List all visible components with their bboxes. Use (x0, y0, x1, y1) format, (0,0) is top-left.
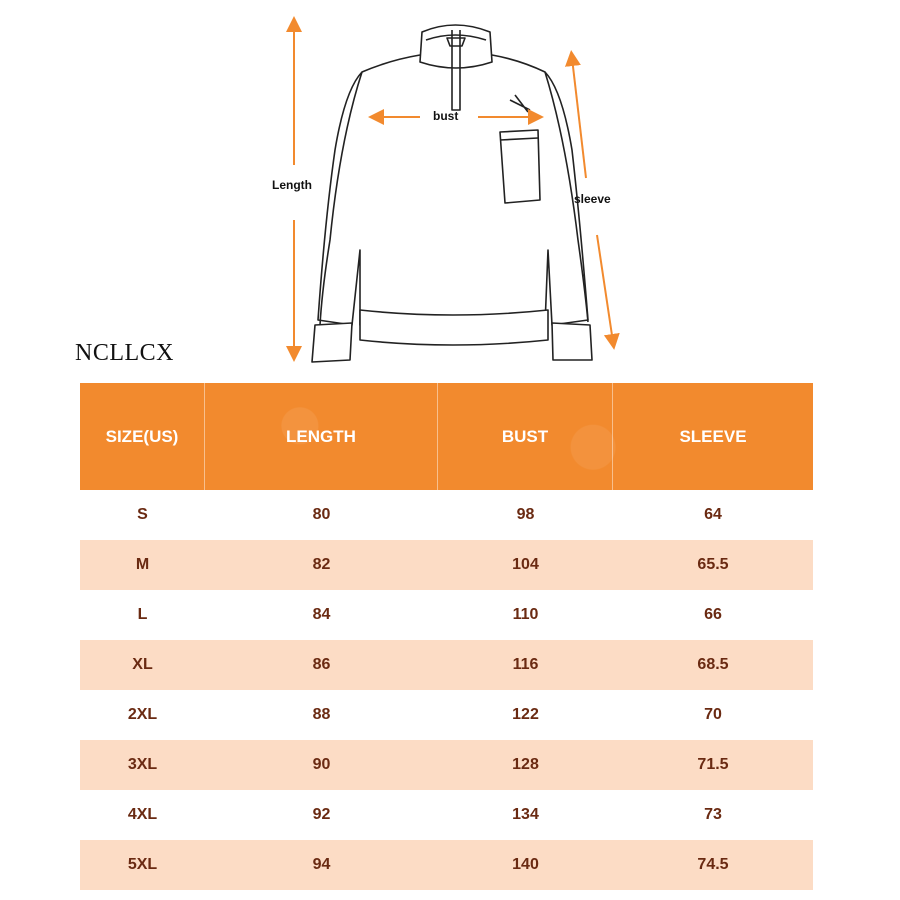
cell-bust: 116 (512, 656, 539, 673)
cell-sleeve: 64 (704, 506, 722, 523)
table-row (80, 540, 813, 590)
table-row (80, 590, 813, 640)
cell-bust: 110 (512, 606, 539, 623)
sleeve-arrow-top (572, 58, 586, 178)
table-header (80, 383, 813, 490)
size-chart-table (80, 383, 813, 890)
cell-sleeve: 73 (704, 806, 722, 823)
table-row (80, 840, 813, 890)
cell-length: 82 (312, 556, 331, 573)
cell-length: 80 (312, 506, 331, 523)
cell-bust: 128 (512, 756, 539, 773)
cell-length: 90 (312, 756, 331, 773)
table-row (80, 690, 813, 740)
cell-sleeve: 71.5 (697, 756, 729, 773)
sleeve-label: sleeve (574, 192, 611, 206)
table-row (80, 790, 813, 840)
length-label: Length (272, 178, 312, 192)
header-bust: BUST (438, 383, 613, 490)
cell-size: L (137, 606, 148, 623)
cell-bust: 122 (512, 706, 539, 723)
cell-length: 88 (312, 706, 331, 723)
cell-bust: 134 (512, 806, 539, 823)
cell-sleeve: 65.5 (697, 556, 729, 573)
cell-size: M (135, 556, 150, 573)
cell-length: 86 (312, 656, 331, 673)
bust-label: bust (433, 109, 459, 123)
cell-sleeve: 68.5 (697, 656, 729, 673)
cell-size: S (137, 506, 148, 523)
table-row (80, 640, 813, 690)
sweatshirt-illustration (0, 0, 900, 370)
cell-sleeve: 66 (704, 606, 722, 623)
cell-bust: 104 (512, 556, 539, 573)
cell-length: 94 (312, 856, 331, 873)
cell-length: 84 (312, 606, 331, 623)
cell-length: 92 (312, 806, 331, 823)
header-size: SIZE(US) (80, 383, 205, 490)
sleeve-arrow-bottom (597, 235, 613, 342)
table-body (80, 490, 813, 890)
header-sleeve: SLEEVE (679, 426, 747, 446)
cell-bust: 98 (516, 506, 535, 523)
cell-size: XL (132, 656, 153, 673)
cell-size: 5XL (127, 856, 158, 873)
cell-sleeve: 70 (704, 706, 722, 723)
cell-size: 2XL (127, 706, 158, 723)
cell-sleeve: 74.5 (697, 856, 729, 873)
brand-name: NCLLCX (75, 340, 174, 366)
table-row (80, 740, 813, 790)
cell-size: 3XL (127, 756, 158, 773)
sweatshirt-outline (312, 25, 592, 362)
garment-diagram (0, 0, 900, 370)
cell-size: 4XL (127, 806, 158, 823)
table-row (80, 490, 813, 540)
cell-bust: 140 (512, 856, 539, 873)
header-length: LENGTH (205, 383, 438, 490)
